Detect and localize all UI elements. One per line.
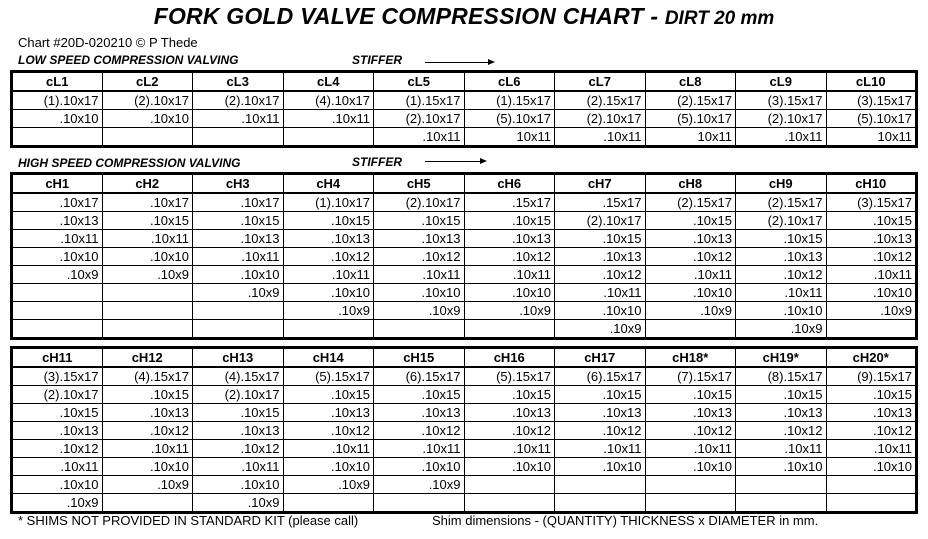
shim-cell: .10x9 [645,302,736,320]
shim-cell: .10x9 [102,266,193,284]
shim-cell: .10x11 [645,440,736,458]
shim-cell: .10x11 [193,458,284,476]
shim-cell: (5).10x17 [826,110,917,128]
shim-cell [102,302,193,320]
shim-cell: 10x11 [826,128,917,147]
shim-cell: .10x13 [283,230,374,248]
column-header: cH9 [736,174,827,194]
low-stiffer-arrow-icon [425,62,493,63]
shim-cell [283,128,374,147]
shim-cell: (5).15x17 [464,367,555,386]
shim-cell: .10x10 [826,284,917,302]
shim-cell: .10x13 [464,404,555,422]
shim-cell: .10x17 [12,193,103,212]
shim-cell: .10x12 [736,266,827,284]
title-sub: DIRT 20 mm [664,8,775,29]
table-row [12,422,917,440]
low-stiffer-label: STIFFER [352,53,402,67]
shim-cell: .10x9 [374,302,465,320]
column-header: cL4 [283,72,374,92]
shim-cell: (2).10x17 [193,386,284,404]
shim-cell [555,494,646,513]
shim-cell: .10x10 [645,284,736,302]
shim-cell: (3).15x17 [826,91,917,110]
shim-cell: .10x10 [283,458,374,476]
high-stiffer-arrow-icon [425,161,485,162]
shim-cell: .10x10 [464,284,555,302]
shim-cell: (2).10x17 [193,91,284,110]
shim-cell: .10x11 [283,440,374,458]
shim-cell [736,494,827,513]
column-header: cH6 [464,174,555,194]
shim-cell: .10x11 [102,230,193,248]
shim-cell: (1).10x17 [12,91,103,110]
column-header: cL6 [464,72,555,92]
shim-cell: .10x15 [645,386,736,404]
column-header: cL8 [645,72,736,92]
shim-cell: .10x15 [464,386,555,404]
shim-cell [102,320,193,339]
shim-cell: .10x13 [193,422,284,440]
shim-cell [374,494,465,513]
shim-cell: .10x10 [736,302,827,320]
shim-cell [12,302,103,320]
shim-cell: .10x10 [374,458,465,476]
shim-cell: (6).15x17 [555,367,646,386]
shim-cell: .10x11 [555,128,646,147]
shim-cell: .10x11 [193,110,284,128]
shim-cell: .10x12 [374,422,465,440]
shim-cell: .10x12 [736,422,827,440]
shim-cell [736,476,827,494]
high-stiffer-label: STIFFER [352,155,402,169]
shim-cell: .10x11 [464,266,555,284]
column-header: cH17 [555,348,646,368]
shim-cell: .10x11 [555,440,646,458]
shim-cell [12,320,103,339]
column-header: cL10 [826,72,917,92]
column-header: cH13 [193,348,284,368]
shim-cell: .10x15 [645,212,736,230]
shim-cell: .10x11 [283,110,374,128]
shim-cell: .10x11 [102,440,193,458]
shim-cell: .10x10 [12,248,103,266]
shim-cell: .10x11 [283,266,374,284]
shim-cell: (3).15x17 [736,91,827,110]
shim-cell: .10x15 [736,230,827,248]
shim-cell: .10x12 [645,422,736,440]
shim-cell: .10x15 [102,386,193,404]
shim-cell: .10x15 [193,212,284,230]
shim-cell: 10x11 [645,128,736,147]
chart-credit: Chart #20D-020210 © P Thede [18,35,198,50]
shim-cell: .10x12 [826,248,917,266]
shim-cell [826,494,917,513]
column-header: cH11 [12,348,103,368]
shim-cell: .10x10 [193,266,284,284]
shim-cell: .10x11 [374,128,465,147]
shim-cell: .10x11 [193,248,284,266]
shim-cell: .10x12 [102,422,193,440]
shim-cell: .10x17 [193,193,284,212]
shim-cell: .10x10 [464,458,555,476]
shim-cell: .10x11 [736,284,827,302]
column-header: cH18* [645,348,736,368]
shim-cell: .10x12 [193,440,284,458]
shim-cell: (5).10x17 [464,110,555,128]
shim-cell: .10x13 [736,404,827,422]
shim-cell: (2).15x17 [555,91,646,110]
column-header: cH7 [555,174,646,194]
shim-cell: .10x15 [374,212,465,230]
table-row [12,458,917,476]
shim-cell [555,476,646,494]
column-header: cH14 [283,348,374,368]
shim-cell: .10x15 [283,212,374,230]
shim-cell: .10x10 [826,458,917,476]
shim-cell: .10x13 [374,230,465,248]
shim-cell: .10x11 [374,440,465,458]
table-row [12,110,917,128]
shim-cell: .10x13 [736,248,827,266]
shim-cell [645,320,736,339]
column-header: cH16 [464,348,555,368]
shim-cell: (2).10x17 [374,193,465,212]
shim-cell: .10x11 [826,266,917,284]
column-header: cL9 [736,72,827,92]
shim-cell [193,128,284,147]
column-header: cH2 [102,174,193,194]
table-row [12,440,917,458]
high-speed-label: HIGH SPEED COMPRESSION VALVING [18,156,241,170]
shim-cell: .10x17 [102,193,193,212]
table-row [12,128,917,147]
shim-cell: .10x13 [826,230,917,248]
high-speed-table-1 [10,172,918,340]
shim-cell: .10x15 [102,212,193,230]
shim-cell: .10x11 [736,128,827,147]
shim-cell: (2).10x17 [374,110,465,128]
table-row [12,248,917,266]
shim-cell: .10x10 [102,110,193,128]
shim-cell [464,494,555,513]
shim-cell [102,128,193,147]
shim-cell [102,284,193,302]
shim-cell: .10x15 [193,404,284,422]
shim-cell: (8).15x17 [736,367,827,386]
shim-cell [193,302,284,320]
shim-cell: .10x9 [193,494,284,513]
shim-cell: .10x15 [374,386,465,404]
table-row [12,91,917,110]
shim-cell: .10x13 [12,422,103,440]
shim-cell: .10x9 [283,302,374,320]
shim-cell: (3).15x17 [826,193,917,212]
shim-cell: (7).15x17 [645,367,736,386]
shim-cell: .10x9 [102,476,193,494]
shim-cell: .15x17 [464,193,555,212]
shim-cell: .10x10 [12,476,103,494]
column-header: cL7 [555,72,646,92]
shim-cell: (2).10x17 [736,212,827,230]
high-speed-table-2 [10,346,918,514]
shim-cell: .10x9 [736,320,827,339]
header-row [12,72,917,92]
table-row [12,386,917,404]
column-header: cL3 [193,72,284,92]
shim-cell: .10x12 [283,422,374,440]
shim-cell: .10x15 [555,230,646,248]
shim-cell: .10x13 [555,404,646,422]
shim-cell: .10x9 [12,494,103,513]
shim-cell: .10x13 [555,248,646,266]
shim-cell [464,476,555,494]
shim-cell: (2).15x17 [736,193,827,212]
table-row [12,266,917,284]
column-header: cH5 [374,174,465,194]
low-speed-table [10,70,918,148]
shim-cell: .10x15 [464,212,555,230]
shim-cell [12,284,103,302]
shim-cell: .10x13 [645,230,736,248]
shim-cell: .10x9 [193,284,284,302]
column-header: cH8 [645,174,736,194]
shim-cell: (9).15x17 [826,367,917,386]
column-header: cH20* [826,348,917,368]
shim-cell: .10x13 [12,212,103,230]
shim-cell: .10x12 [464,422,555,440]
shim-cell: .10x10 [736,458,827,476]
shim-cell: .10x15 [826,386,917,404]
shim-cell: .10x10 [555,458,646,476]
column-header: cL2 [102,72,193,92]
shim-cell: (4).15x17 [102,367,193,386]
shim-cell: .10x11 [555,284,646,302]
shim-cell: .10x12 [555,422,646,440]
shim-cell [464,320,555,339]
shim-cell: (2).10x17 [12,386,103,404]
column-header: cH12 [102,348,193,368]
title-main: FORK GOLD VALVE COMPRESSION CHART - [153,3,665,29]
shim-cell: .10x11 [12,458,103,476]
shim-cell: .10x9 [464,302,555,320]
shim-cell [645,494,736,513]
shim-cell: .10x12 [555,266,646,284]
shim-cell: (4).15x17 [193,367,284,386]
shim-cell [645,476,736,494]
table-row [12,284,917,302]
shim-cell: .10x9 [283,476,374,494]
shim-cell: .10x13 [826,404,917,422]
chart-title [0,3,928,30]
low-speed-label: LOW SPEED COMPRESSION VALVING [18,53,239,67]
shim-cell: .10x9 [555,320,646,339]
shim-cell: .10x10 [102,248,193,266]
column-header: cH19* [736,348,827,368]
shim-cell: .10x10 [12,110,103,128]
shim-cell: .10x13 [645,404,736,422]
shim-cell: 10x11 [464,128,555,147]
shim-cell: .10x12 [12,440,103,458]
shim-cell: (1).15x17 [374,91,465,110]
shim-cell: .10x13 [464,230,555,248]
table-row [12,494,917,513]
table-row [12,212,917,230]
column-header: cH15 [374,348,465,368]
table-row [12,193,917,212]
shim-cell: .10x15 [12,404,103,422]
shim-cell: .10x15 [736,386,827,404]
column-header: cL1 [12,72,103,92]
shim-cell: .10x15 [826,212,917,230]
shim-cell: .10x9 [374,476,465,494]
column-header: cH1 [12,174,103,194]
shim-cell [826,320,917,339]
shim-cell: .10x13 [374,404,465,422]
shim-cell: .10x10 [645,458,736,476]
shim-cell: .10x13 [193,230,284,248]
shim-cell [283,494,374,513]
shim-cell: (6).15x17 [374,367,465,386]
shim-cell: (2).10x17 [555,110,646,128]
header-row [12,174,917,194]
shim-cell: .10x11 [826,440,917,458]
shim-cell: (2).10x17 [102,91,193,110]
shim-cell: .10x13 [102,404,193,422]
shim-cell: .10x13 [283,404,374,422]
shim-cell: .10x10 [555,302,646,320]
shim-cell: .10x12 [826,422,917,440]
shim-cell [826,476,917,494]
column-header: cH3 [193,174,284,194]
shim-cell: .10x10 [102,458,193,476]
shim-cell: .10x9 [12,266,103,284]
shim-cell: (4).10x17 [283,91,374,110]
shim-cell: .10x11 [374,266,465,284]
shim-cell [283,320,374,339]
column-header: cH4 [283,174,374,194]
shim-cell: (3).15x17 [12,367,103,386]
shim-cell: .10x11 [464,440,555,458]
table-row [12,476,917,494]
shim-cell: .10x10 [283,284,374,302]
table-row [12,230,917,248]
shim-cell: .10x11 [12,230,103,248]
shim-cell: (5).10x17 [645,110,736,128]
shim-cell: (5).15x17 [283,367,374,386]
column-header: cH10 [826,174,917,194]
table-row [12,320,917,339]
table-row [12,302,917,320]
shim-cell: (2).10x17 [736,110,827,128]
footnote-dimensions: Shim dimensions - (QUANTITY) THICKNESS x DIAMETER in mm. [432,513,819,528]
shim-cell: .10x12 [374,248,465,266]
shim-cell [12,128,103,147]
shim-cell: (1).15x17 [464,91,555,110]
table-row [12,367,917,386]
shim-cell: .10x11 [736,440,827,458]
shim-cell: .15x17 [555,193,646,212]
footnote-kit: * SHIMS NOT PROVIDED IN STANDARD KIT (please call) [18,513,359,528]
shim-cell: .10x12 [283,248,374,266]
shim-cell [193,320,284,339]
shim-cell: .10x12 [645,248,736,266]
shim-cell: (2).15x17 [645,193,736,212]
shim-cell: .10x15 [555,386,646,404]
shim-cell [102,494,193,513]
shim-cell: .10x9 [826,302,917,320]
shim-cell: .10x10 [193,476,284,494]
shim-cell: (2).10x17 [555,212,646,230]
shim-cell [374,320,465,339]
shim-cell: .10x11 [645,266,736,284]
shim-cell: .10x10 [374,284,465,302]
shim-cell: .10x12 [464,248,555,266]
shim-cell: .10x15 [283,386,374,404]
column-header: cL5 [374,72,465,92]
table-row [12,404,917,422]
shim-cell: (1).10x17 [283,193,374,212]
header-row [12,348,917,368]
shim-cell: (2).15x17 [645,91,736,110]
